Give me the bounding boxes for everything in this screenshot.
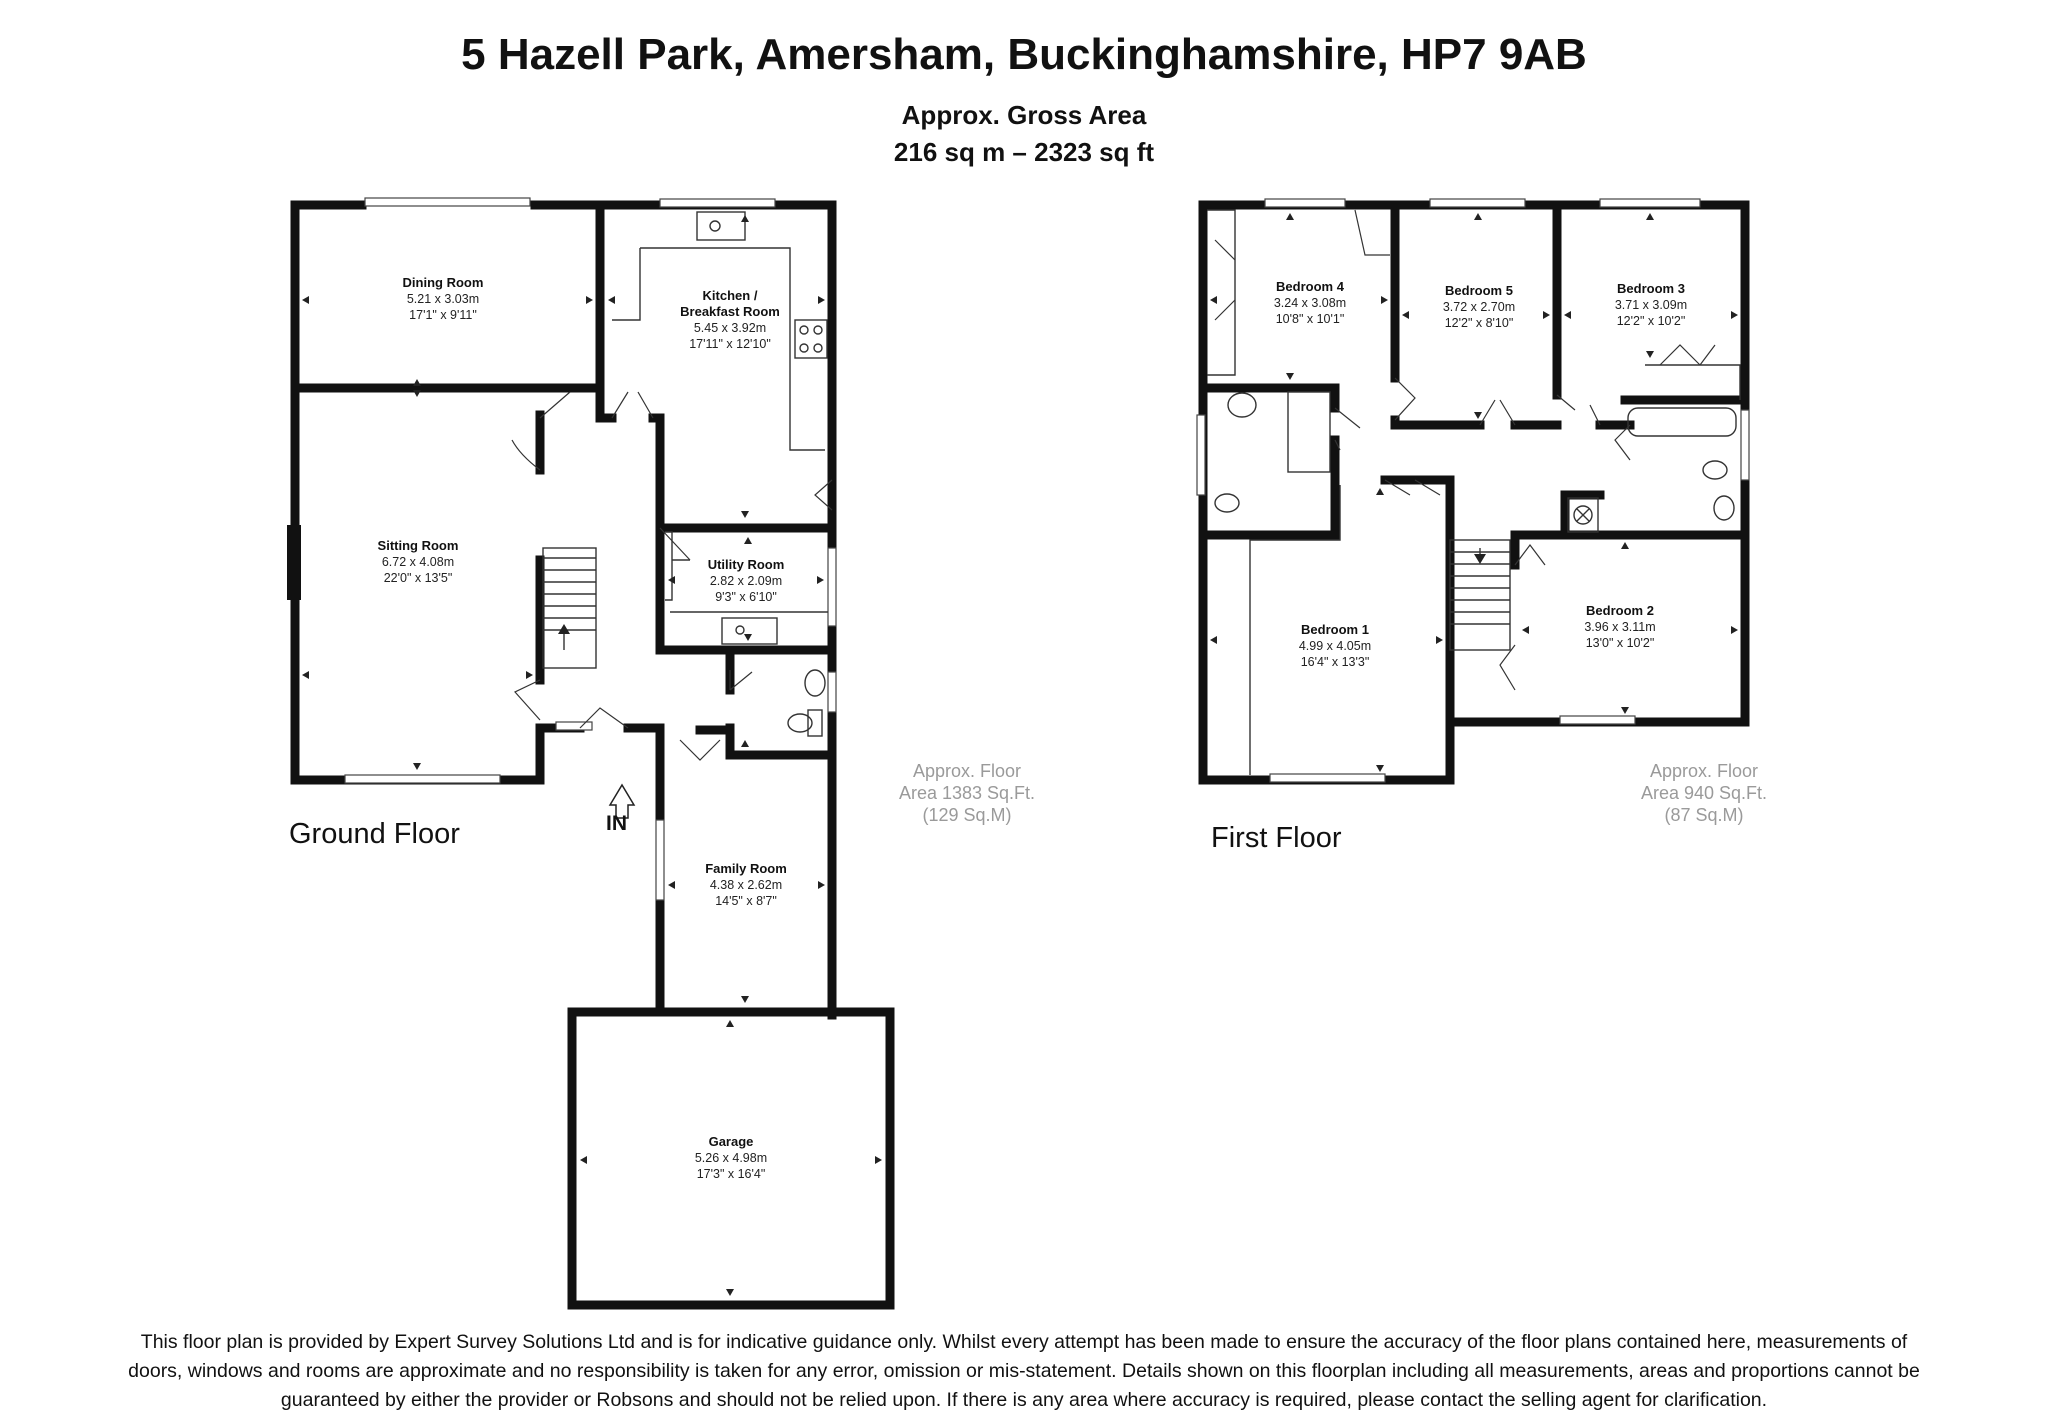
utility-room-name: Utility Room [707,557,785,572]
area-note-line: (87 Sq.M) [1664,805,1744,825]
hall-window [556,722,592,730]
gf-door-family [680,740,720,760]
family-room-imperial: 14'5" x 8'7" [715,894,777,908]
ensuite-window [1741,410,1749,480]
bedroom3-imperial: 12'2" x 10'2" [1616,314,1686,328]
bath-shower-icon [1288,392,1330,472]
area-note-line: Approx. Floor [1649,761,1759,781]
gross-area-label: Approx. Gross Area [901,100,1147,130]
bed3-window [1600,199,1700,207]
sitting-window [345,775,500,783]
ff-wall-bathroom-north [1203,388,1335,485]
gf-wall-utility [660,528,832,650]
page-title: 5 Hazell Park, Amersham, Buckinghamshire, HP7 9AB [461,30,1587,79]
dining-room-metric: 5.21 x 3.03m [406,292,480,306]
ff-wall-ensuite-north [1600,400,1745,425]
wc-basin-icon [805,670,825,696]
bedroom4-imperial: 10'8" x 10'1" [1275,312,1345,326]
bed3-wardrobe [1645,365,1740,400]
area-note-line: Area 940 Sq.Ft. [1640,783,1768,803]
disclaimer-line: guaranteed by either the provider or Robsons and should not be relied upon. If there is any area where accuracy is required, please contact the selling agent for clarification. [280,1389,1768,1411]
ground-floor-area-note [877,760,1057,826]
hob-icon [795,320,827,358]
bedroom1-name: Bedroom 1 [1301,622,1369,637]
ground-floor-label: Ground Floor [289,818,460,850]
sitting-room-name: Sitting Room [377,538,459,553]
sitting-room-metric: 6.72 x 4.08m [381,555,455,569]
disclaimer-line: doors, windows and rooms are approximate and no responsibility is taken for any error, omission or mis-statement. Details shown on this floorplan including all measurements, areas and proportions cannot be [128,1360,1920,1382]
utility-room-metric: 2.82 x 2.09m [709,574,783,588]
bed4-wardrobe [1207,210,1235,375]
gf-stairs [543,548,596,668]
bedroom4-name: Bedroom 4 [1276,279,1344,294]
wc-cistern-icon [808,710,822,736]
entrance-label: IN [606,812,627,835]
bedroom3-metric: 3.71 x 3.09m [1614,298,1688,312]
bedroom5-name: Bedroom 5 [1445,283,1513,298]
garage-imperial: 17'3" x 16'4" [696,1167,766,1181]
bathroom-toilet-icon [1215,494,1239,512]
bathroom-basin-icon [1228,393,1256,417]
bedroom3-name: Bedroom 3 [1617,281,1685,296]
utility-room-imperial: 9'3" x 6'10" [715,590,777,604]
bathroom-window [1197,415,1205,495]
ff-door-bed4 [1395,378,1415,420]
bedroom1-imperial: 16'4" x 13'3" [1300,655,1370,669]
ff-wall-bed2-north [1515,495,1745,565]
area-note-line: (129 Sq.M) [922,805,1012,825]
utility-sink-icon [722,618,777,644]
ff-wall-bed5-east [1515,205,1557,425]
bed3-wardrobe-doors [1660,345,1715,365]
kitchen-name-line2: Breakfast Room [680,304,780,319]
kitchen-window [660,199,775,207]
first-floor-label: First Floor [1211,822,1342,854]
gross-area-value: 216 sq m – 2323 sq ft [893,137,1155,167]
ensuite-basin-icon [1714,496,1734,520]
kitchen-worktop-west [612,248,640,320]
gf-door-kitchen [612,392,653,418]
bedroom2-name: Bedroom 2 [1586,603,1654,618]
ff-wall-landing [1335,480,1450,535]
ground-floor-plan [287,198,890,1305]
gf-door-sitting [515,680,540,720]
ensuite-bath-icon [1628,408,1736,436]
gf-wall-wc [730,650,832,755]
bedroom5-imperial: 12'2" x 8'10" [1444,316,1514,330]
first-floor-area-note [1614,760,1794,826]
dining-room-imperial: 17'1" x 9'11" [409,308,477,322]
family-room-name: Family Room [705,861,787,876]
ff-door-bed5 [1480,400,1515,425]
kitchen-imperial: 17'11" x 12'10" [689,337,771,351]
ff-door-bed2-cupboard [1500,645,1515,690]
dining-patio-doors [365,198,530,206]
gf-wall-north-east [535,205,832,1015]
area-note-line: Approx. Floor [912,761,1022,781]
bedroom2-imperial: 13'0" x 10'2" [1585,636,1655,650]
ff-stairs [1450,540,1510,650]
ff-door-bed3 [1557,395,1600,425]
bed2-window [1560,716,1635,724]
family-room-metric: 4.38 x 2.62m [709,878,783,892]
sink-drain [710,221,720,231]
bed5-window [1430,199,1525,207]
ensuite-toilet-icon [1703,461,1727,479]
bedroom2-metric: 3.96 x 3.11m [1584,620,1656,634]
bedroom4-metric: 3.24 x 3.08m [1273,296,1347,310]
bedroom1-metric: 4.99 x 4.05m [1298,639,1372,653]
garage-metric: 5.26 x 4.98m [694,1151,768,1165]
disclaimer-line: This floor plan is provided by Expert Survey Solutions Ltd and is for indicative guidance only. Whilst every attempt has been made to ensure the accuracy of the floor plans contained here, measurements of [140,1331,1908,1353]
kitchen-name-line1: Kitchen / [702,288,758,303]
family-window [656,820,664,900]
fireplace [287,525,301,600]
area-note-line: Area 1383 Sq.Ft. [898,783,1036,803]
dining-room-name: Dining Room [402,275,484,290]
disclaimer [10,1328,2038,1415]
bedroom5-metric: 3.72 x 2.70m [1442,300,1516,314]
bed4-window [1265,199,1345,207]
ff-door-ensuite [1615,425,1630,460]
kitchen-sink-icon [697,212,745,240]
garage-name: Garage [708,1134,754,1149]
utility-window [828,548,836,626]
bed1-window [1270,774,1385,782]
wc-window [828,672,836,712]
kitchen-metric: 5.45 x 3.92m [693,321,767,335]
gf-wall-kitchen-west [600,205,660,528]
first-floor-plan [1197,199,1749,782]
sitting-room-imperial: 22'0" x 13'5" [383,571,453,585]
